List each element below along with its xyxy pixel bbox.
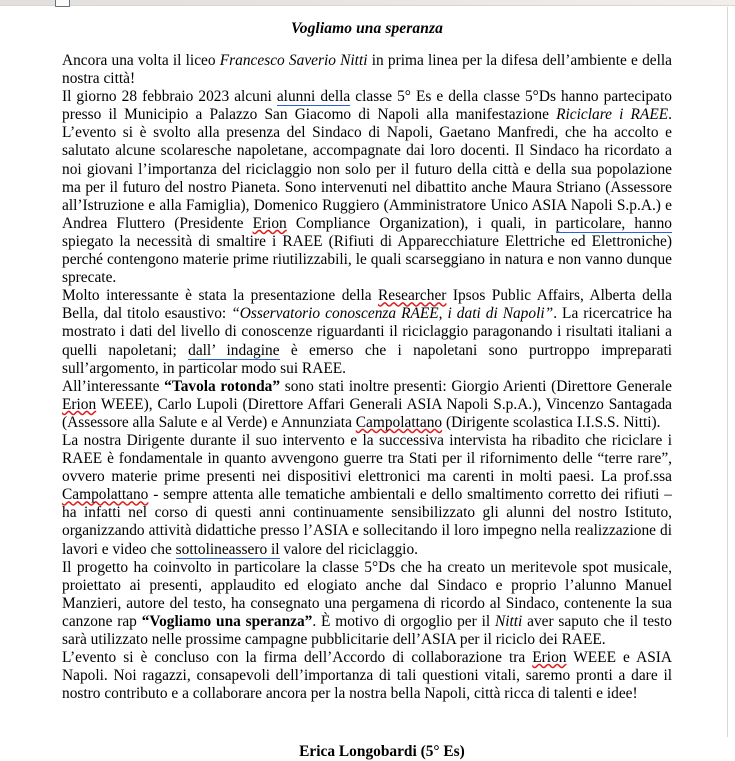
text-run: . L’evento si è svolto alla presenza del Sindaco di Napoli, Gaetano Manfredi, che ha accolto e salutato alcune scolaresche napoletane, accompagnate dai loro docenti. Il Sindaco ha ricordato a noi giovani l’importanza del riciclaggio non solo per il futuro della città e della sua popolazione ma per il futuro del nostro Pianeta. Sono intervenuti nel dibattito anche Maura Striano (Assessore all’Istruzione e alla Famiglia), Domenico Ruggiero (Amministratore Unico ASIA Napoli S.p.A.) e Andrea Fluttero (Presidente	[62, 106, 672, 232]
page-sheet	[0, 7, 728, 761]
text-run: è emerso che i napoletani sono purtroppo impreparati sull’argomento, in particolar modo sui RAEE.	[62, 341, 673, 377]
grammar-suggestion-alunni-della[interactable]: alunni della	[276, 88, 351, 106]
text-run: sono stati inoltre presenti: Giorgio Arienti (Direttore Generale	[280, 377, 672, 395]
italic-event-name: Riciclare i RAEE	[556, 106, 669, 124]
italic-school-name: Francesco Saverio Nitti	[219, 52, 368, 69]
paragraph-3	[62, 287, 672, 377]
text-run: Ipsos Public Affairs, Alberta della Bella, dal titolo esaustivo:	[62, 287, 672, 323]
text-run: WEEE), Carlo Lupoli (Direttore Affari Generali ASIA Napoli S.p.A.), Vincenzo Santagada (Assessore alla Salute e al Verde) e Annunziata	[62, 395, 672, 431]
text-run: spiegato la necessità di smaltire i RAEE (Rifiuti di Apparecchiature Elettriche ed Elettroniche) perché contengono materie prime riutilizzabili, le quali scarseggiano in natura e non vanno dunque sprecate.	[62, 232, 672, 287]
text-run: La nostra Dirigente durante il suo intervento e la successiva intervista ha ribadito che riciclare i RAEE è fondamentale in quanto avvengono guerre tra Stati per il rifornimento delle “terre rare”, ovvero materie prime presenti nei dispositivi elettronici ma carenti in molti paesi. La prof.ssa	[62, 431, 672, 486]
text-run: WEEE e ASIA Napoli. Noi ragazzi, consapevoli dell’importanza di tali questioni vitali, saremo pronti a dare il nostro contributo e a collaborare ancora per la nostra bella Napoli, città ricca di talenti e idee!	[62, 649, 673, 703]
text-run: All’interessante	[62, 377, 165, 395]
document-title: Vogliamo una speranza	[291, 20, 443, 37]
grammar-suggestion-dall-indagine[interactable]: dall’ indagine	[188, 341, 280, 359]
text-run: Il giorno 28 febbraio 2023 alcuni	[62, 88, 277, 106]
text-run: aver saputo che il testo sarà utilizzato nelle prossime campagne pubblicitarie dell’ASIA per il riciclo dei RAEE.	[62, 612, 672, 648]
author-signature: Erica Longobardi (5° Es)	[299, 743, 465, 761]
text-run: Molto interessante è stata la presentazione della	[62, 287, 379, 305]
paragraph-7	[62, 649, 672, 703]
text-run: L’evento si è concluso con la firma dell’Accordo di collaborazione tra	[62, 649, 533, 667]
bold-song-title: “Vogliamo una speranza”	[141, 612, 313, 630]
spellcheck-error-campolattano[interactable]: Campolattano	[355, 413, 443, 431]
spellcheck-error-campolattano[interactable]: Campolattano	[62, 486, 149, 504]
text-run: Il progetto ha coinvolto in particolare la classe 5°Ds che ha creato un meritevole spot musicale, proiettato ai presenti, applaudito ed elogiato anche dal Sindaco e proprio l’alunno Manuel Manzieri, autore del testo, ha consegnato una pergamena di ricordo al Sindaco, contenente la sua canzone rap	[62, 558, 672, 630]
document-body[interactable]	[62, 12, 672, 761]
text-run: in prima linea per la difesa dell’ambiente e della nostra città!	[62, 52, 672, 88]
indent-marker-icon[interactable]	[55, 0, 70, 7]
ruler-strip	[0, 0, 735, 6]
paragraph-6	[62, 559, 672, 649]
text-run: classe 5° Es e della classe 5°Ds hanno partecipato presso il Municipio a Palazzo San Giacomo di Napoli alla manifestazione	[62, 88, 672, 124]
text-run: . È motivo di orgoglio per il	[312, 612, 495, 630]
bold-tavola-rotonda: “Tavola rotonda”	[164, 377, 281, 395]
paragraph-5	[62, 432, 672, 559]
grammar-suggestion-particolare-hanno[interactable]: particolare, hanno	[555, 214, 672, 232]
italic-report-title: “Osservatorio conoscenza RAEE, i dati di Napoli”	[231, 305, 554, 323]
text-run: (Dirigente scolastica I.I.S.S. Nitti).	[442, 413, 661, 431]
paragraph-4	[62, 378, 672, 432]
text-run: Ancora una volta il liceo	[62, 52, 220, 69]
spellcheck-error-researcher[interactable]: Researcher	[378, 287, 447, 305]
text-run: . La ricercatrice ha mostrato i dati del livello di conoscenze riguardanti il riciclaggio paragonando i risultati italiani a quelli napoletani;	[62, 305, 672, 359]
paragraph-2	[62, 88, 672, 287]
text-run: Compliance Organization), i quali, in	[286, 214, 556, 232]
spellcheck-error-erion[interactable]: Erion	[252, 214, 287, 232]
italic-nitti: Nitti	[494, 612, 523, 630]
grammar-suggestion-sottolineassero-il[interactable]: sottolineassero il	[175, 540, 280, 558]
text-run: valore del riciclaggio.	[279, 540, 419, 558]
spellcheck-error-erion[interactable]: Erion	[532, 649, 567, 667]
spellcheck-error-erion[interactable]: Erion	[62, 395, 97, 413]
paragraph-1	[62, 52, 672, 88]
text-run: - sempre attenta alle tematiche ambientali e dello smaltimento corretto dei rifiuti – ha infatti nel corso di questi anni continuamente sensibilizzato gli alunni del nostro Istituto, organizzando attività didattiche presso l’ASIA e sollecitando il loro impegno nella realizzazione di lavori e video che	[62, 486, 672, 558]
